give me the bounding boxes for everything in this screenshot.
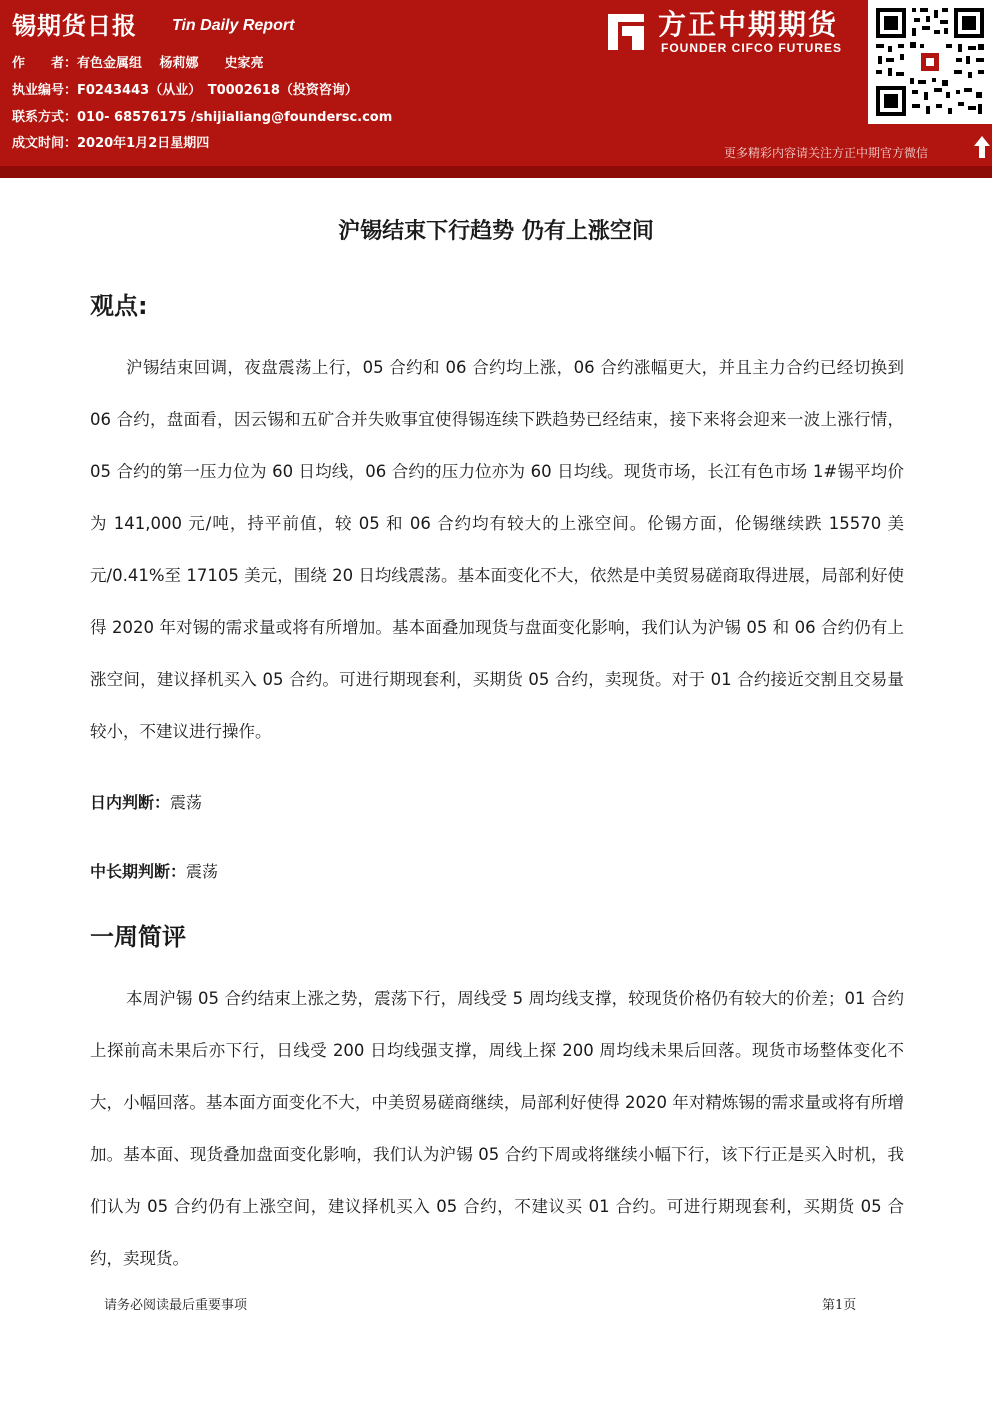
document-title: 沪锡结束下行趋势 仍有上涨空间 bbox=[338, 219, 654, 244]
intraday-value: 震荡 bbox=[170, 793, 203, 812]
report-header bbox=[0, 0, 992, 178]
author-line: 作 者：有色金属组 杨莉娜 史家亮 bbox=[12, 56, 264, 71]
license-line: 执业编号：F0243443（从业） T0002618（投资咨询） bbox=[12, 83, 358, 98]
longterm-value: 震荡 bbox=[186, 862, 219, 881]
intraday-judgement bbox=[90, 790, 202, 813]
logo-english-name: FOUNDER CIFCO FUTURES bbox=[661, 41, 842, 55]
report-title: 锡期货日报 bbox=[12, 12, 137, 40]
viewpoint-paragraph: 沪锡结束回调，夜盘震荡上行，05 合约和 06 合约均上涨，06 合约涨幅更大，并且主力合约已经切换到 06 合约，盘面看，因云锡和五矿合并失败事宜使得锡连续下跌趋势已经结束，接下来将会迎来一波上涨行情，05 合约的第一压力位为 60 日均线，06 合约的压力位亦为 60 日均线。现货市场，长江有色市场 1#锡平均价为 141,000 元/吨，持平前值，较 05 和 06 合约均有较大的上涨空间。伦锡方面，伦锡继续跌 15570 美元/0.41%至 17105 美元，围绕 20 日均线震荡。基本面变化不大，依然是中美贸易磋商取得进展，局部利好使得 2020 年对锡的需求量或将有所增加。基本面叠加现货与盘面变化影响，我们认为沪锡 05 和 06 合约仍有上涨空间，建议择机买入 05 合约。可进行期现套利，买期货 05 合约，卖现货。对于 01 合约接近交割且交易量较小，不建议进行操作。 bbox=[90, 358, 904, 741]
date-line: 成文时间：2020年1月2日星期四 bbox=[12, 136, 210, 151]
page-number: 第1页 bbox=[822, 1298, 857, 1313]
contact-line[interactable]: 联系方式：010- 68576175 /shijialiang@foundersc.com bbox=[12, 110, 393, 125]
report-subtitle: Tin Daily Report bbox=[172, 17, 295, 34]
weekly-review-paragraph: 本周沪锡 05 合约结束上涨之势，震荡下行，周线受 5 周均线支撑，较现货价格仍有较大的价差；01 合约上探前高未果后亦下行，日线受 200 日均线强支撑，周线上探 200 周均线未果后回落。现货市场整体变化不大，小幅回落。基本面方面变化不大，中美贸易磋商继续，局部利好使得 2020 年对精炼锡的需求量或将有所增加。基本面、现货叠加盘面变化影响，我们认为沪锡 05 合约下周或将继续小幅下行，该下行正是买入时机，我们认为 05 合约仍有上涨空间，建议择机买入 05 合约，不建议买 01 合约。可进行期现套利，买期货 05 合约，卖现货。 bbox=[90, 989, 904, 1268]
qr-code-icon bbox=[868, 0, 992, 124]
header-bottom-strip bbox=[0, 166, 992, 178]
up-arrow-icon bbox=[973, 134, 991, 160]
section-heading-viewpoint: 观点: bbox=[90, 292, 148, 320]
intraday-label: 日内判断： bbox=[90, 793, 171, 812]
longterm-label: 中长期判断： bbox=[90, 862, 187, 881]
footer-notice: 请务必阅读最后重要事项 bbox=[104, 1298, 248, 1313]
section-heading-weekly-review: 一周简评 bbox=[90, 923, 186, 951]
logo-chinese-name: 方正中期期货 bbox=[658, 8, 839, 41]
founder-logo-icon bbox=[604, 10, 648, 54]
wechat-qr-code[interactable] bbox=[868, 0, 992, 124]
follow-wechat-text: 更多精彩内容请关注方正中期官方微信 bbox=[724, 146, 929, 160]
longterm-judgement bbox=[90, 859, 218, 882]
